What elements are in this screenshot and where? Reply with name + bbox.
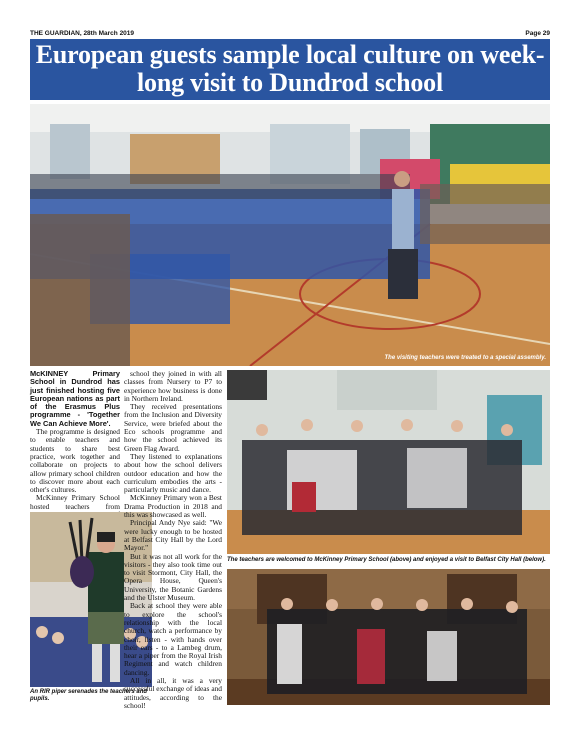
city-hall-image xyxy=(227,569,550,705)
article-paragraph: school they joined in with all classes from Nursery to P7 to experience how business is done in Northern Ireland. xyxy=(124,369,222,403)
article-column-1 xyxy=(30,370,120,510)
article-paragraph: They received presentations from the Inclusion and Diversity Service, were briefed about the Eco schools programme and how the school achieved its Green Flag Award. xyxy=(124,402,222,453)
piper-caption: An RIR piper serenades the teachers and pupils. xyxy=(30,689,148,702)
article-paragraph: McKinney Primary School hosted teachers from xyxy=(30,493,120,511)
article-paragraph: But it was not all work for the visitors - they also took time out to visit Stormont, City Hall, the Opera House, Queen's University, the Botanic Gardens and the Ulster Museum. xyxy=(124,551,222,603)
city-hall-photo xyxy=(227,569,550,705)
article-lead: McKINNEY Primary School in Dundrod has just finished hosting five European nations as part of the Erasmus Plus programme - 'Together We Can Achieve More'. xyxy=(30,369,120,428)
school-group-photo xyxy=(227,370,550,554)
headline-banner xyxy=(30,39,550,100)
article-paragraph: The programme is designed to enable teachers and students to share best practice, work together and collaborate on projects to allow primary school children to discover more about each other's cultures. xyxy=(30,427,120,495)
article-paragraph: Back at school they were able to explore the school's relationship with the local church, watch a performance by choir, listen - with hands over their ears - to a Lambeg drum, hear a piper from the Royal Irish Regiment and watch children dancing. xyxy=(124,601,222,677)
assembly-caption: The visiting teachers were treated to a special assembly. xyxy=(384,355,546,361)
school-group-image xyxy=(227,370,550,554)
article-paragraph: McKinney Primary won a Best Drama Production in 2018 and this was showcased as well. xyxy=(124,493,222,520)
page-number: Page 29 xyxy=(525,30,550,37)
article-paragraph: They listened to explanations about how the school delivers outdoor education and how the curriculum embodies the arts - particularly music and dance. xyxy=(124,451,222,495)
publication-date: THE GUARDIAN, 28th March 2019 xyxy=(30,30,135,37)
article-paragraph: All in all, it was a very successful exchange of ideas and attitudes, according to the school! xyxy=(124,675,222,710)
group-caption: The teachers are welcomed to McKinney Primary School (above) and enjoyed a visit to Belfast City Hall (below). xyxy=(227,557,546,563)
assembly-photo xyxy=(30,104,550,366)
article-column-2 xyxy=(124,370,222,728)
assembly-image xyxy=(30,104,550,366)
article-paragraph: Principal Andy Nye said: "We were lucky enough to be hosted at Belfast City Hall by the Lord Mayor." xyxy=(124,518,222,553)
headline: European guests sample local culture on week-long visit to Dundrod school xyxy=(35,40,545,97)
